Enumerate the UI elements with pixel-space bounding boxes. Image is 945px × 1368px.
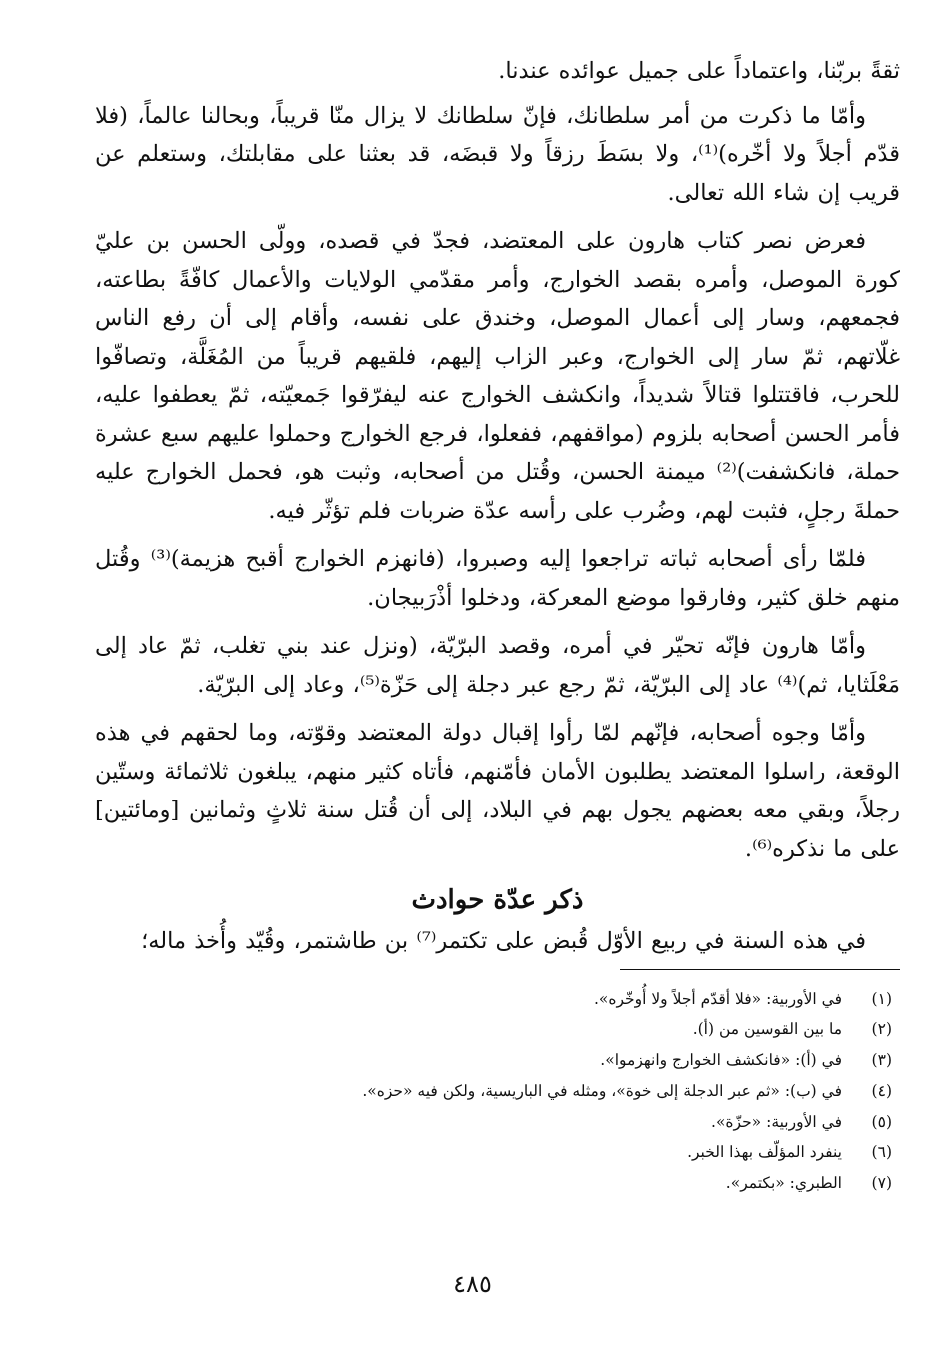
footnote [95,1076,900,1107]
footnote-number: (٤) [871,1081,892,1100]
footnote-number: (٥) [871,1112,892,1131]
footnote-number: (٧) [871,1174,892,1193]
footnote-text: في (ب): «ثم عبر الدجلة إلى خوة»، ومثله في الباريسية، ولكن فيه «حزه». [362,1081,842,1100]
footnote-text: الطبري: «بكتمر». [725,1174,842,1193]
footnote [95,1107,900,1138]
section-heading: ذكر عدّة حوادث [411,885,584,915]
paragraph-2: وأمّا ما ذكرت من أمر سلطانك، فإنّ سلطانك لا يزال منّا قريباً، وبحالنا عالماً، (فلا قدّم أجلاً ولا أخّره)⁽¹⁾، ولا بسَطَ رزقاً ولا قبضَه، قد بعثنا على مقابلتك، وستعلم عن قريب إن شاء الله تعالى. [95,102,900,206]
paragraph-5: وأمّا هارون فإنّه تحيّر في أمره، وقصد البرّيّة، (ونزل عند بني تغلب، ثمّ عاد إلى مَعْلَثايا، ثم)⁽⁴⁾ عاد إلى البرّيّة، ثمّ رجع عبر دجلة إلى حَزّة⁽⁵⁾، وعاد إلى البرّيّة. [95,633,900,698]
footnote [95,1168,900,1199]
paragraph-6: وأمّا وجوه أصحابه، فإنّهم لمّا رأوا إقبال دولة المعتضد وقوّته، وما لحقهم في هذه الوقعة، راسلوا المعتضد يطلبون الأمان فأمّنهم، فأتاه كثير منهم، يبلغون ثلاثمائة وستّين رجلاً، وبقي معه بعضهم يجول بهم في البلاد، إلى أن قُتل سنة ثلاثٍ وثمانين [ومائتين] على ما نذكره⁽⁶⁾. [95,720,900,862]
footnote-divider [620,969,900,970]
footnote [95,1045,900,1076]
footnote-text: في (أ): «فانكشف الخوارج وانهزموا». [600,1051,842,1070]
footnote-number: (١) [871,989,892,1008]
page-number: ٤٨٥ [453,1270,492,1298]
footnote-text: في الأوربية: «فلا أقدّم أجلاً ولا أُوخّره». [593,989,842,1008]
page-body [95,52,900,1199]
footnote-number: (٣) [871,1051,892,1070]
footnote-text: ما بين القوسين من (أ). [692,1020,842,1039]
footnotes [95,984,900,1200]
paragraph-4: فلمّا رأى أصحابه ثباته تراجعوا إليه وصبروا، (فانهزم الخوارج أقبح هزيمة)⁽³⁾ وقُتل منهم خلق كثير، وفارقوا موضع المعركة، ودخلوا أذْرَبيجان. [95,546,900,611]
paragraph-3: فعرض نصر كتاب هارون على المعتضد، فجدّ في قصده، وولّى الحسن بن عليّ كورة الموصل، وأمره بقصد الخوارج، وأمر مقدّمي الولايات والأعمال كافّةً بطاعته، فجمعهم، وسار إلى أعمال الموصل، وخندق على نفسه، وأقام إلى أن رفع الناس غلّاتهم، ثمّ سار إلى الخوارج، وعبر الزاب إليهم، فلقيهم قريباً من المُغَلَّة، وتصافّوا للحرب، فاقتتلوا قتالاً شديداً، وانكشف الخوارج عنه ليفرّقوا جَمعيّته، ثمّ يعطفوا عليه، فأمر الحسن أصحابه بلزوم (مواقفهم، ففعلوا، فرجع الخوارج وحملوا عليهم سبع عشرة حملة، فانكشفت)⁽²⁾ ميمنة الحسن، وقُتل من أصحابه، وثبت هو، فحمل الخوارج عليه حملةَ رجلٍ، فثبت لهم، وضُرب على رأسه عدّة ضربات فلم تؤثّر فيه. [95,228,900,524]
paragraph-7: في هذه السنة في ربيع الأوّل قُبض على تكتمر⁽⁷⁾ بن طاشتمر، وقُيّد وأُخذ ماله؛ [141,928,866,954]
footnote-number: (٦) [871,1143,892,1162]
paragraph-1: ثقةً بربّنا، واعتماداً على جميل عوائده عندنا. [498,58,900,84]
footnote [95,1014,900,1045]
footnote-number: (٢) [871,1020,892,1039]
footnote [95,1137,900,1168]
footnote-text: في الأوربية: «حزّة». [711,1112,842,1131]
footnote [95,984,900,1015]
footnote-text: ينفرد المؤلّف بهذا الخبر. [687,1143,842,1162]
